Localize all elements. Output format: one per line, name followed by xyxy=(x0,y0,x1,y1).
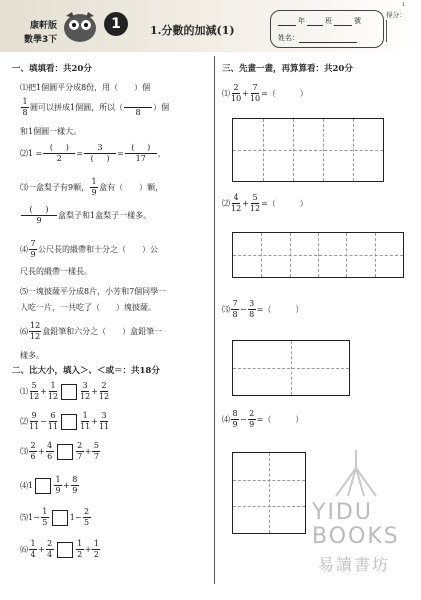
q1-line-a xyxy=(20,82,150,93)
page-number: 1 xyxy=(402,2,406,8)
compare-frac-c: 2 7 xyxy=(77,441,83,461)
q3-text-a2: 盒有（ ）顆， xyxy=(99,183,164,192)
compare-answer-box[interactable] xyxy=(35,478,51,494)
score-field[interactable] xyxy=(386,20,417,42)
compare-answer-box[interactable] xyxy=(57,542,73,558)
compare-frac-b: $\frac{6}{11}$ xyxy=(47,411,59,431)
unit-number: 1 xyxy=(111,16,121,32)
compare-label: ⑷ xyxy=(20,481,28,490)
compare-frac-a: 5 12 xyxy=(29,381,40,401)
q4-fraction: 7 9 xyxy=(30,239,36,259)
mascot-icon xyxy=(60,10,104,44)
compare-item-6: ⑹ 1 4 + $\frac{2}{4}$ 1 2 + $\frac{1}{2}$ xyxy=(20,539,99,559)
q6-fraction: 12 12 xyxy=(30,321,41,341)
compare-frac-c: 1 2 xyxy=(77,539,83,559)
compare-frac-d: $\frac{2}{5}$ xyxy=(84,507,90,527)
compare-label: ⑶ xyxy=(20,447,28,456)
compare-frac-a: 1 4 xyxy=(30,539,36,559)
name-label: 姓名： xyxy=(278,34,299,42)
section2-heading: 二、比大小，填入＞、＜或＝：共18分 xyxy=(12,366,160,376)
draw-item-3: ⑶ 7 8 − $\frac{3}{8}$ =（ ） xyxy=(222,299,304,319)
compare-frac-b: $\frac{1}{12}$ xyxy=(47,381,59,401)
q4-prefix: ⑷ xyxy=(20,245,28,254)
drawing-grid-3[interactable] xyxy=(232,340,350,396)
q3-text-a1: ⑶一盒梨子有9顆， xyxy=(20,183,90,192)
q6-text-a: 盒鉛筆和六分之（ ）盒鉛筆一 xyxy=(42,327,163,336)
draw-frac-b: $\frac{2}{9}$ xyxy=(249,409,255,429)
watermark-line3: 易讀書坊 xyxy=(318,555,391,574)
compare-frac-c: 1 9 xyxy=(55,475,61,495)
q6-text-b: 樣多。 xyxy=(20,351,44,360)
q1-fraction: 1 8 xyxy=(22,97,28,117)
compare-frac-a: 2 6 xyxy=(30,441,36,461)
compare-item-2: ⑵ 9 11 − $\frac{6}{11}$ 1 11 + $\frac{3}{11}$ xyxy=(20,411,110,431)
q1-text-c: 和1個圓一樣大。 xyxy=(20,127,82,136)
compare-frac-d: $\frac{5}{7}$ xyxy=(93,441,99,461)
section1-heading: 一、填填看：共20分 xyxy=(12,64,92,74)
compare-frac-c: 3 12 xyxy=(80,381,91,401)
compare-frac-c: 1 11 xyxy=(80,411,91,431)
q4-text-b: 尺長的緞帶一樣長。 xyxy=(20,267,92,276)
compare-whole-c: 1 xyxy=(69,513,75,522)
q1-answer-blank[interactable]: 8 xyxy=(124,98,152,117)
compare-item-5: ⑸ 1 − $\frac{1}{5}$ 1 − $\frac{2}{5}$ xyxy=(20,507,90,527)
q4-line-a xyxy=(20,240,158,259)
compare-label: ⑵ xyxy=(20,417,28,426)
q5-line-b xyxy=(20,302,156,313)
q1-line-b xyxy=(20,98,169,117)
year-label: 年 xyxy=(298,17,305,25)
column-divider xyxy=(214,56,215,584)
draw-frac-a: 8 9 xyxy=(232,409,238,429)
compare-label: ⑴ xyxy=(20,387,28,396)
watermark-line1: YIDU xyxy=(312,500,373,525)
drawing-grid-4[interactable] xyxy=(232,452,306,534)
compare-item-1: ⑴ 5 12 + $\frac{1}{12}$ 3 12 + $\frac{2}{12}$ xyxy=(20,381,110,401)
q1-line-c xyxy=(20,126,81,137)
draw-item-2: ⑵ 4 12 + $\frac{5}{12}$ =（ ） xyxy=(222,193,308,213)
section3-heading: 三、先畫一畫，再算算看：共20分 xyxy=(222,64,353,74)
drawing-grid-1[interactable] xyxy=(232,118,384,182)
draw-label: ⑶ xyxy=(222,305,230,314)
q6-line-b xyxy=(20,350,44,361)
q2-blank-1[interactable]: ( ) 2 xyxy=(43,144,75,163)
compare-whole: 1 xyxy=(28,481,34,490)
name-field[interactable] xyxy=(278,33,357,43)
seat-label: 號 xyxy=(354,17,361,25)
draw-answer-blank[interactable]: =（ ） xyxy=(261,199,308,208)
compare-answer-box[interactable] xyxy=(52,510,68,526)
q4-text-a: 公尺長的緞帶和十分之（ ）公 xyxy=(38,245,158,254)
score-label: 得分： xyxy=(386,11,406,19)
draw-frac-a: 7 8 xyxy=(232,299,238,319)
watermark-line2: BOOKS xyxy=(312,524,400,549)
compare-frac-d: $\frac{1}{2}$ xyxy=(93,539,99,559)
q3-line-a xyxy=(20,178,163,197)
draw-label: ⑷ xyxy=(222,415,230,424)
q1-text-a: ⑴把1個圓平分成8份，用（ ）個 xyxy=(20,83,151,92)
q1-text-b2: ）個 xyxy=(153,103,170,112)
q3-text-b: 盒梨子和1盒梨子一樣多。 xyxy=(58,211,152,220)
draw-frac-a: 2 10 xyxy=(231,83,242,103)
page-title: 1.分數的加減(1) xyxy=(150,24,235,37)
draw-label: ⑴ xyxy=(222,89,230,98)
draw-answer-blank[interactable]: =（ ） xyxy=(256,305,304,314)
draw-frac-b: $\frac{3}{8}$ xyxy=(249,299,255,319)
q1-text-b1: 圓可以拼成1個圓，所以（ xyxy=(30,103,124,112)
q3-line-b xyxy=(20,206,151,225)
q2-prefix: ⑵1 = xyxy=(20,149,43,158)
q5-text-a: ⑸一塊披薩平分成8片，小芳和7個同學一 xyxy=(20,287,167,296)
draw-item-4: ⑷ 8 9 − $\frac{2}{9}$ =（ ） xyxy=(222,409,304,429)
compare-answer-box[interactable] xyxy=(57,444,73,460)
compare-whole: 1 xyxy=(28,513,34,522)
q3-answer-blank[interactable]: ( ) 9 xyxy=(21,206,57,225)
compare-frac-b: $\frac{1}{5}$ xyxy=(42,507,48,527)
compare-frac-d: $\frac{2}{12}$ xyxy=(98,381,110,401)
compare-frac-d: $\frac{8}{9}$ xyxy=(72,475,78,495)
compare-item-3: ⑶ 2 6 + $\frac{4}{6}$ 2 7 + $\frac{5}{7}$ xyxy=(20,441,99,461)
compare-frac-d: $\frac{3}{11}$ xyxy=(98,411,110,431)
grade-label: 數學3下 xyxy=(24,35,58,45)
class-info xyxy=(278,16,361,26)
q6-prefix: ⑹ xyxy=(20,327,28,336)
draw-frac-a: 4 12 xyxy=(231,193,242,213)
q2-line: ⑵1 = ( ) 2 = 3 ( ) = ( ) 17 ， xyxy=(20,143,166,163)
compare-label: ⑸ xyxy=(20,513,28,522)
q2-blank-2[interactable]: 3 ( ) xyxy=(84,144,116,163)
compare-item-4: ⑷ 1 1 9 + $\frac{8}{9}$ xyxy=(20,475,78,495)
class-label: 班 xyxy=(325,17,332,25)
draw-frac-b: $\frac{7}{10}$ xyxy=(249,83,261,103)
q6-line-a xyxy=(20,322,162,341)
compare-answer-box[interactable] xyxy=(61,384,77,400)
compare-label: ⑹ xyxy=(20,545,28,554)
compare-frac-b: $\frac{4}{6}$ xyxy=(47,441,53,461)
draw-item-1: ⑴ 2 10 + $\frac{7}{10}$ =（ ） xyxy=(222,83,308,103)
draw-label: ⑵ xyxy=(222,199,230,208)
q2-blank-3[interactable]: ( ) 17 xyxy=(125,144,157,163)
q4-line-b xyxy=(20,266,92,277)
draw-answer-blank[interactable]: =（ ） xyxy=(256,415,304,424)
q5-text-b: 人吃一片，一共吃了（ ）塊披薩。 xyxy=(20,303,156,312)
watermark-logo-icon xyxy=(326,448,386,498)
q5-line-a xyxy=(20,286,166,297)
drawing-grid-2[interactable] xyxy=(232,232,404,278)
draw-frac-b: $\frac{5}{12}$ xyxy=(249,193,261,213)
publisher-label: 康軒版 xyxy=(30,21,58,31)
compare-frac-a: 9 11 xyxy=(29,411,40,431)
compare-answer-box[interactable] xyxy=(61,414,77,430)
unit-number-badge xyxy=(104,12,128,36)
compare-frac-b: $\frac{2}{4}$ xyxy=(47,539,53,559)
q3-fraction: 1 9 xyxy=(91,177,97,197)
draw-answer-blank[interactable]: =（ ） xyxy=(261,89,308,98)
